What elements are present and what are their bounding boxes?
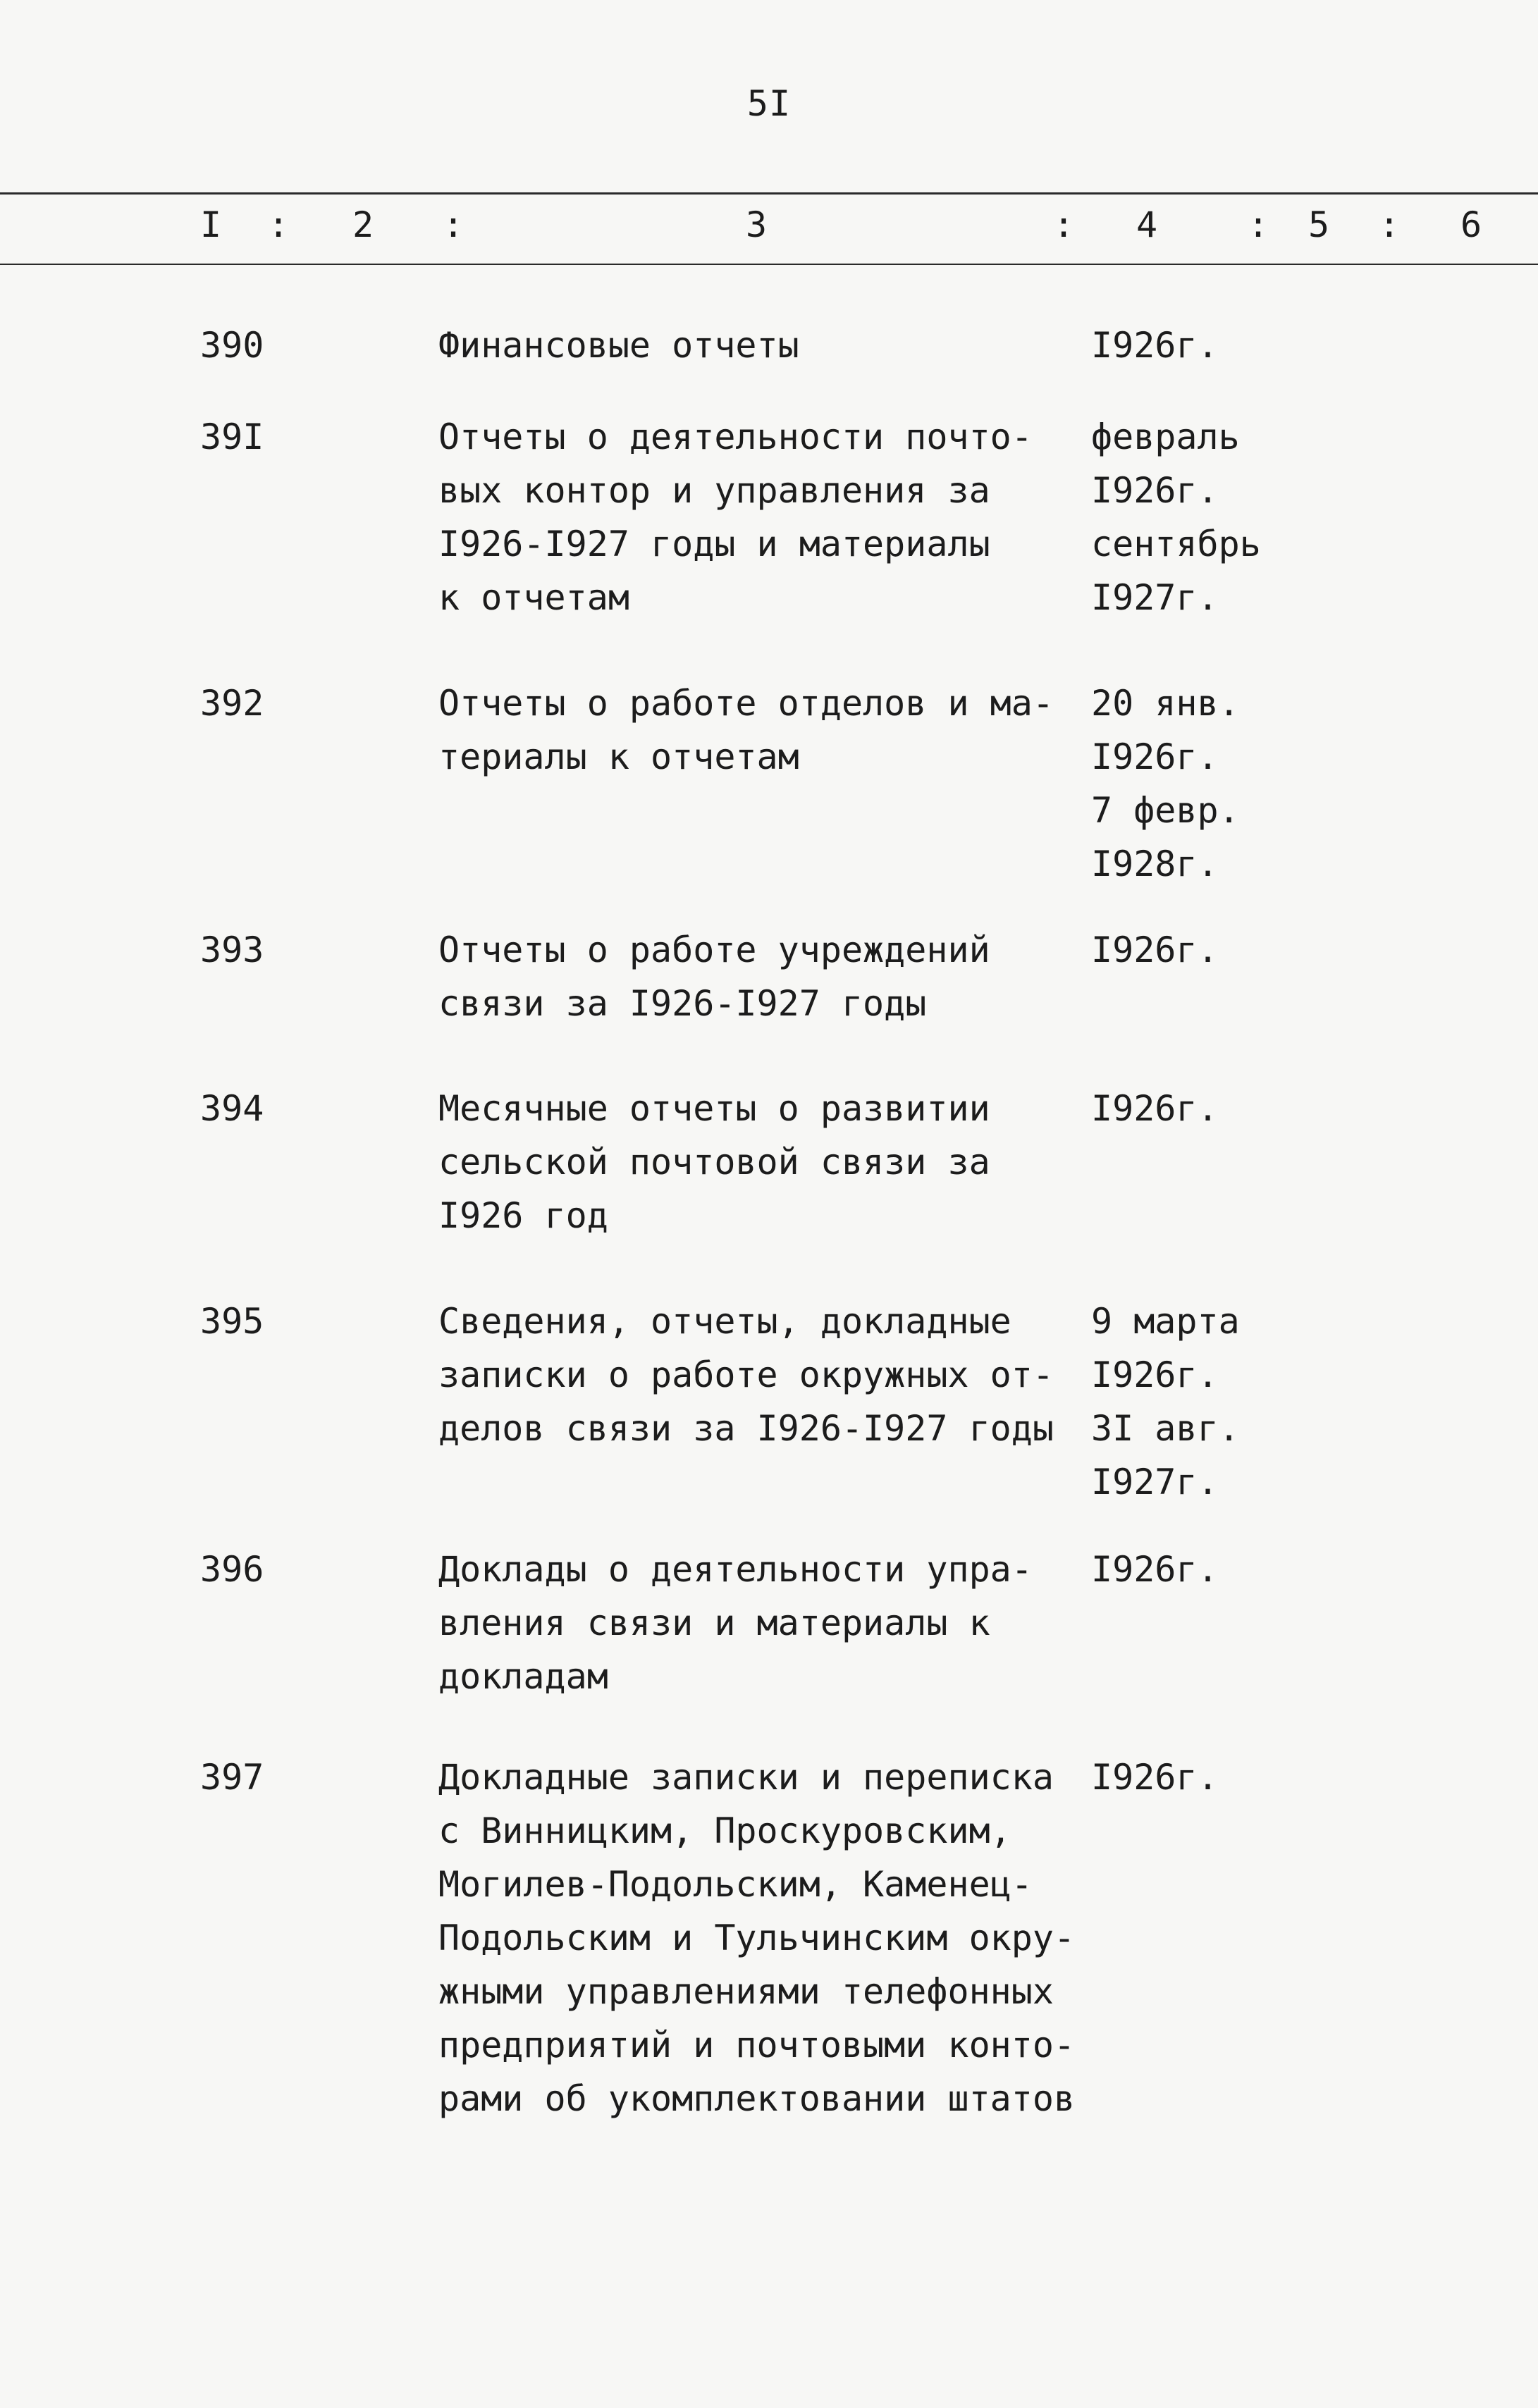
entry-number: 395 [200, 1301, 264, 1342]
entry-date: I926г. [1091, 325, 1219, 366]
entry-title: Доклады о деятельности упра- вления связи и материалы к докладам [438, 1549, 1033, 1697]
header-col-2: 2 [352, 204, 374, 245]
entry-title: Докладные записки и переписка с Винницким, Проскуровским, Могилев-Подольским, Каменец- Подольским и Тульчинским окру- жными управлениями телефонных предприятий и почтовыми конто- рами об укомплектовании штатов [438, 1757, 1076, 2119]
entry-number: 393 [200, 930, 264, 970]
entry-date: I926г. [1091, 930, 1219, 970]
header-separator: : [443, 204, 465, 245]
header-bottom-rule [0, 264, 1538, 265]
entry-number: 394 [200, 1088, 264, 1129]
entry-title: Сведения, отчеты, докладные записки о работе окружных от- делов связи за I926-I927 годы [438, 1301, 1054, 1449]
entry-date: 9 марта I926г. 3I авг. I927г. [1091, 1301, 1240, 1502]
entry-title: Месячные отчеты о развитии сельской почтовой связи за I926 год [438, 1088, 990, 1236]
entry-number: 397 [200, 1757, 264, 1798]
entry-date: I926г. [1091, 1757, 1219, 1798]
header-top-rule [0, 192, 1538, 195]
entry-title: Отчеты о деятельности почто- вых контор и управления за I926-I927 годы и материалы к отчетам [438, 416, 1033, 618]
entry-date: февраль I926г. сентябрь I927г. [1091, 416, 1261, 618]
header-separator: : [268, 204, 290, 245]
header-col-6: 6 [1460, 204, 1482, 245]
entry-title: Отчеты о работе отделов и ма- териалы к отчетам [438, 683, 1054, 777]
entry-number: 396 [200, 1549, 264, 1590]
entry-date: I926г. [1091, 1549, 1219, 1590]
entry-title: Отчеты о работе учреждений связи за I926-I927 годы [438, 930, 990, 1024]
header-col-4: 4 [1136, 204, 1158, 245]
entry-date: I926г. [1091, 1088, 1219, 1129]
header-separator: : [1379, 204, 1401, 245]
header-col-3: 3 [746, 204, 768, 245]
entry-number: 39I [200, 416, 264, 457]
entry-number: 390 [200, 325, 264, 366]
header-separator: : [1053, 204, 1075, 245]
entry-title: Финансовые отчеты [438, 325, 799, 366]
entry-date: 20 янв. I926г. 7 февр. I928г. [1091, 683, 1240, 884]
page-number: 5I [746, 83, 792, 124]
entry-number: 392 [200, 683, 264, 724]
header-col-1: I [200, 204, 222, 245]
header-separator: : [1248, 204, 1269, 245]
header-col-5: 5 [1308, 204, 1330, 245]
